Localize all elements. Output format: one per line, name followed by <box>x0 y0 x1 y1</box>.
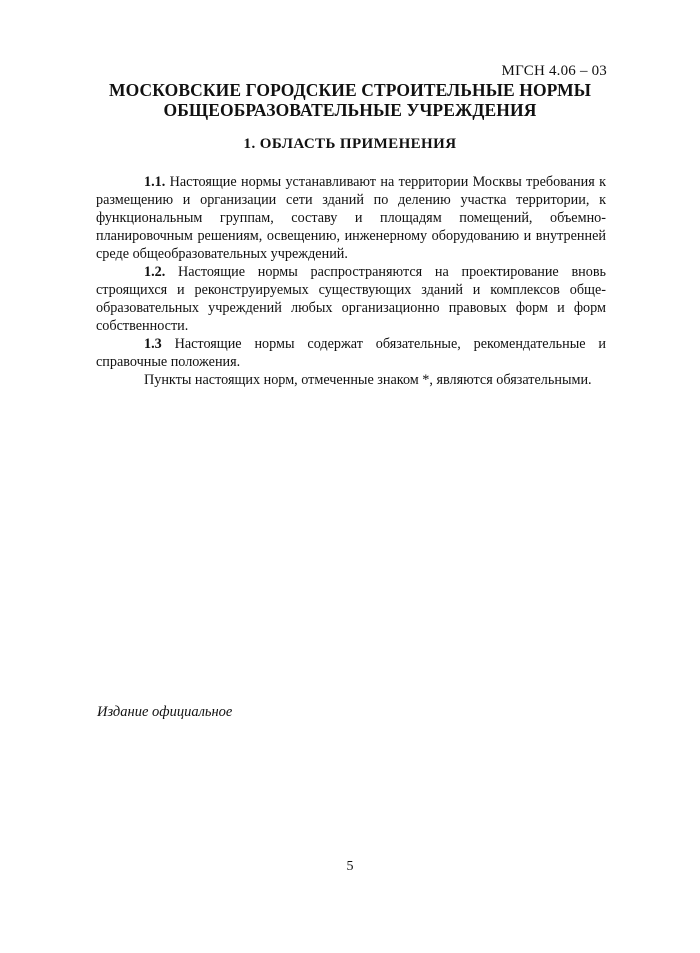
paragraph-text: Настоящие нормы устанавливают на территории Москвы требования к размещению и организации сети зданий по делению участка территории, к функциональным группам, составу и площадям помещений, объемно-планировочным решениям, освещению, инженерному оборудованию и внутренней среде общеобразовательных учреждений. <box>96 174 606 262</box>
document-code: МГСН 4.06 – 03 <box>501 63 607 79</box>
section-heading: 1. ОБЛАСТЬ ПРИМЕНЕНИЯ <box>243 136 457 152</box>
edition-note: Издание официальное <box>97 704 233 720</box>
paragraph-1-1 <box>96 173 606 263</box>
paragraph-text: Настоящие нормы распространяются на проектирование вновь строящихся и реконструируемых существующих зданий и комплексов общеобразовательных учреждений любых организационно правовых форм и форм собственности. <box>96 264 606 334</box>
paragraph-number: 1.2. <box>144 264 166 280</box>
paragraph-number: 1.1. <box>144 174 166 190</box>
paragraph-mandatory-note <box>96 371 606 389</box>
document-title <box>90 80 610 120</box>
paragraph-1-3 <box>96 335 606 371</box>
paragraph-1-2 <box>96 263 606 335</box>
paragraph-number: 1.3 <box>144 336 162 352</box>
page-number: 5 <box>346 859 354 874</box>
section-body <box>96 173 606 389</box>
document-title-line-1: МОСКОВСКИЕ ГОРОДСКИЕ СТРОИТЕЛЬНЫЕ НОРМЫ <box>108 80 592 100</box>
document-title-line-2: ОБЩЕОБРАЗОВАТЕЛЬНЫЕ УЧРЕЖДЕНИЯ <box>163 100 537 120</box>
paragraph-text: Пункты настоящих норм, отмеченные знаком *, являются обязательными. <box>144 372 592 388</box>
paragraph-text: Настоящие нормы содержат обязательные, рекомендательные и справочные положения. <box>96 336 606 370</box>
